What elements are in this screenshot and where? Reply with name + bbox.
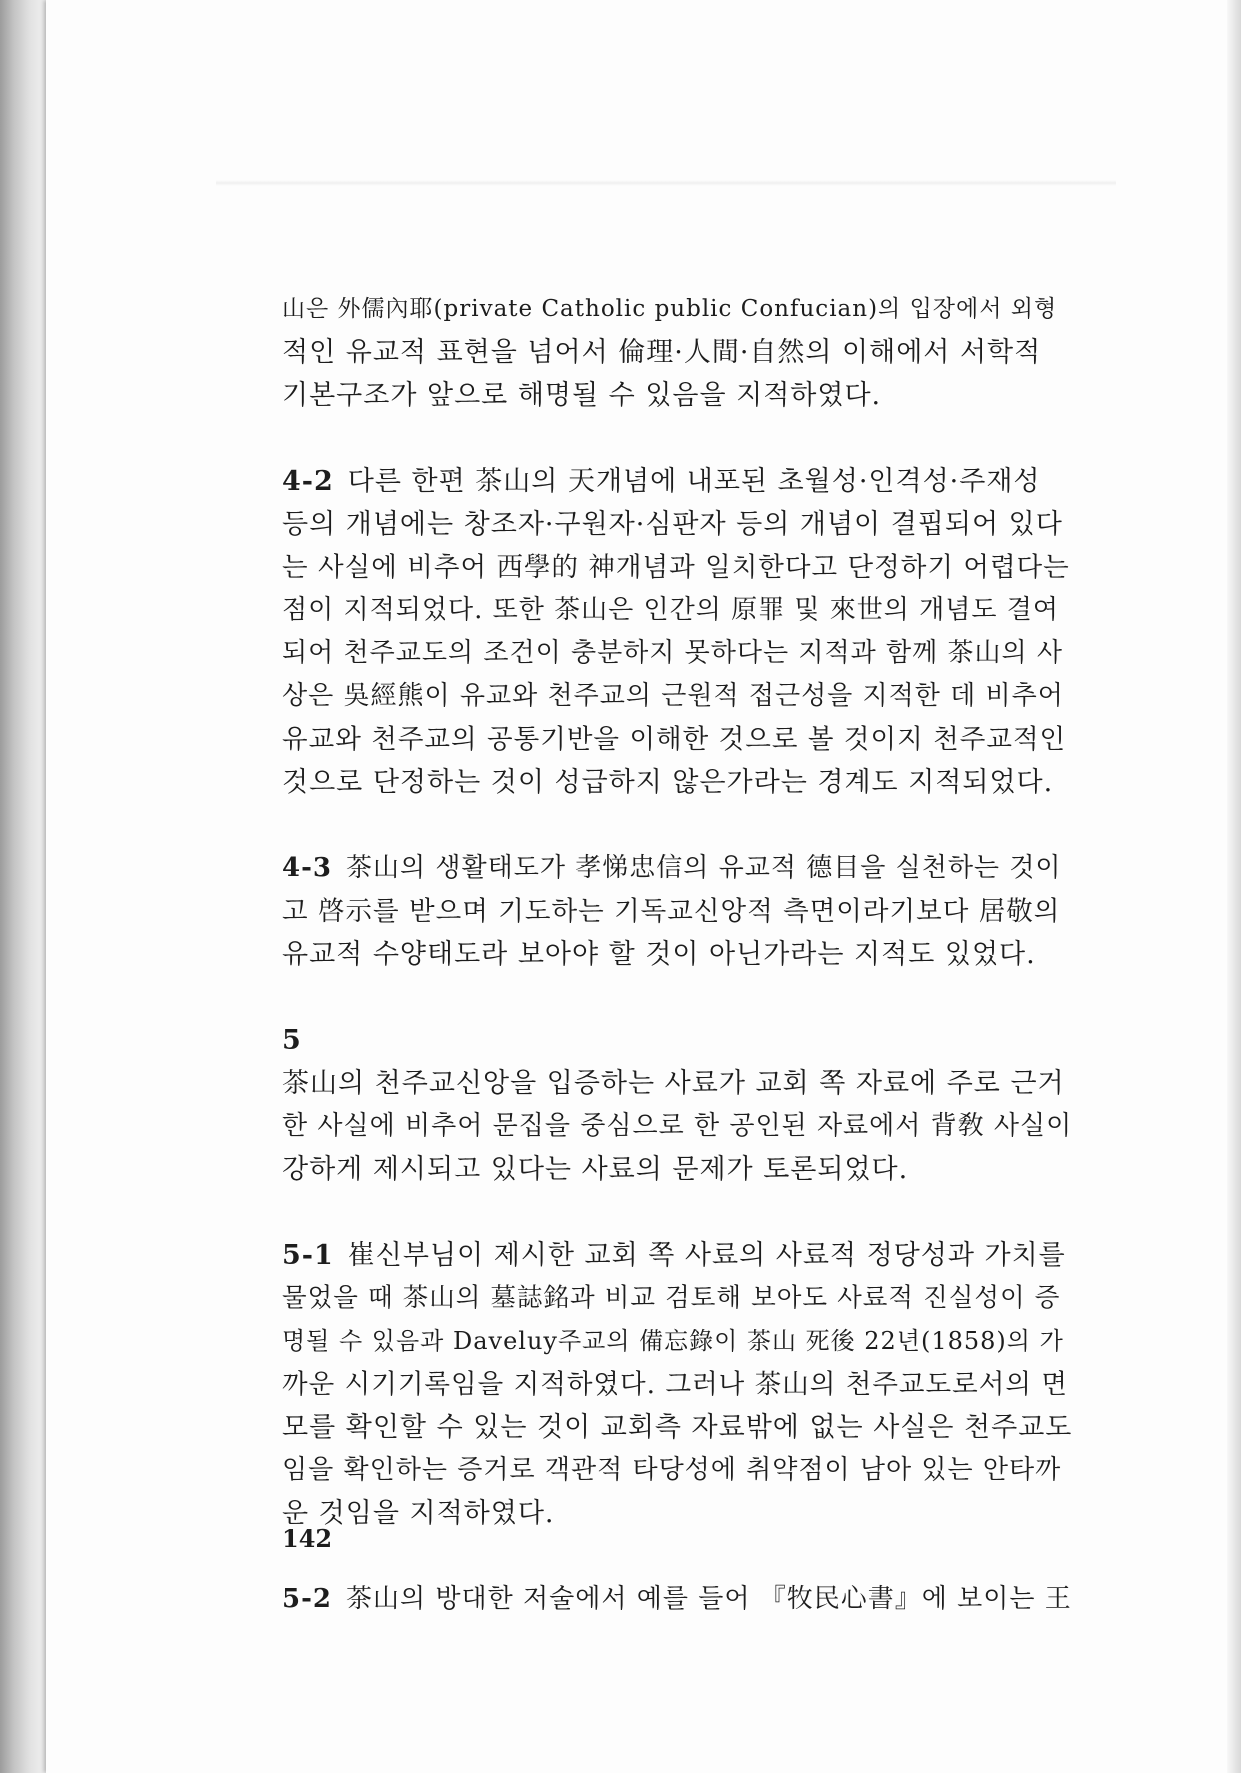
text-line: 것으로 단정하는 것이 성급하지 않은가라는 경계도 지적되었다. bbox=[282, 767, 1054, 798]
paragraph-5 bbox=[282, 1019, 1072, 1191]
text-line: 물었을 때 茶山의 墓誌銘과 비교 검토해 보아도 사료적 진실성이 증 bbox=[282, 1283, 1061, 1313]
text-line: 되어 천주교도의 조건이 충분하지 못하다는 지적과 함께 茶山의 사 bbox=[282, 638, 1064, 668]
text-line: 山은 外儒內耶(private Catholic public Confucian)의 입장에서 외형 bbox=[282, 296, 1058, 322]
text-line: 임을 확인하는 증거로 객관적 타당성에 취약점이 남아 있는 안타까 bbox=[282, 1455, 1062, 1485]
text-line: 모를 확인할 수 있는 것이 교회측 자료밖에 없는 사실은 천주교도 bbox=[282, 1412, 1073, 1443]
section-label: 4-3 bbox=[282, 853, 332, 883]
page-fold-shadow bbox=[216, 180, 1116, 186]
paragraph-4-3 bbox=[282, 847, 1072, 976]
text-line: 는 사실에 비추어 西學的 神개념과 일치한다고 단정하기 어렵다는 bbox=[282, 552, 1070, 583]
text-line-content: 茶山의 방대한 저술에서 예를 들어 『牧民心書』에 보이는 王 bbox=[345, 1584, 1072, 1614]
section-label: 5-1 bbox=[282, 1240, 334, 1271]
text-line bbox=[282, 847, 1072, 890]
text-line: 한 사실에 비추어 문집을 중심으로 한 공인된 자료에서 背敎 사실이 bbox=[282, 1111, 1073, 1141]
text-line: 까운 시기기록임을 지적하였다. 그러나 茶山의 천주교도로서의 면 bbox=[282, 1369, 1068, 1400]
text-line-content: 崔신부님이 제시한 교회 쪽 사료의 사료적 정당성과 가치를 bbox=[347, 1240, 1066, 1271]
section-label: 4-2 bbox=[282, 466, 334, 497]
text-line bbox=[282, 1234, 1072, 1277]
section-label: 5-2 bbox=[282, 1584, 332, 1614]
text-line bbox=[282, 1578, 1072, 1621]
paragraph-4-2 bbox=[282, 460, 1072, 804]
text-line: 유교와 천주교의 공통기반을 이해한 것으로 볼 것이지 천주교적인 bbox=[282, 724, 1067, 755]
page-right-edge bbox=[1227, 0, 1241, 1773]
text-line: 운 것임을 지적하였다. bbox=[282, 1498, 555, 1529]
text-line: 기본구조가 앞으로 해명될 수 있음을 지적하였다. bbox=[282, 380, 882, 411]
text-line: 적인 유교적 표현을 넘어서 倫理·人間·自然의 이해에서 서학적 bbox=[282, 337, 1042, 368]
text-line-content: 茶山의 생활태도가 孝悌忠信의 유교적 德目을 실천하는 것이 bbox=[345, 853, 1062, 883]
section-heading: 5 bbox=[282, 1025, 301, 1056]
book-spine-edge bbox=[0, 0, 50, 1773]
text-line bbox=[282, 460, 1072, 503]
text-line-content: 다른 한편 茶山의 天개념에 내포된 초월성·인격성·주재성 bbox=[347, 466, 1041, 497]
text-line: 茶山의 천주교신앙을 입증하는 사료가 교회 쪽 자료에 주로 근거 bbox=[282, 1068, 1065, 1099]
page-number: 142 bbox=[282, 1524, 333, 1553]
paragraph-5-1 bbox=[282, 1234, 1072, 1535]
body-text bbox=[282, 288, 1072, 1664]
text-line: 강하게 제시되고 있다는 사료의 문제가 토론되었다. bbox=[282, 1154, 909, 1185]
text-line: 고 啓示를 받으며 기도하는 기독교신앙적 측면이라기보다 居敬의 bbox=[282, 896, 1061, 927]
text-line: 점이 지적되었다. 또한 茶山은 인간의 原罪 및 來世의 개념도 결여 bbox=[282, 595, 1059, 625]
text-line: 명될 수 있음과 Daveluy주교의 備忘錄이 茶山 死後 22년(1858)의 가 bbox=[282, 1327, 1064, 1355]
paragraph-1 bbox=[282, 288, 1072, 417]
text-line: 등의 개념에는 창조자·구원자·심판자 등의 개념이 결핍되어 있다 bbox=[282, 509, 1063, 540]
text-line: 상은 吳經熊이 유교와 천주교의 근원적 접근성을 지적한 데 비추어 bbox=[282, 681, 1064, 711]
text-line: 유교적 수양태도라 보아야 할 것이 아닌가라는 지적도 있었다. bbox=[282, 939, 1036, 970]
paragraph-5-2 bbox=[282, 1578, 1072, 1621]
